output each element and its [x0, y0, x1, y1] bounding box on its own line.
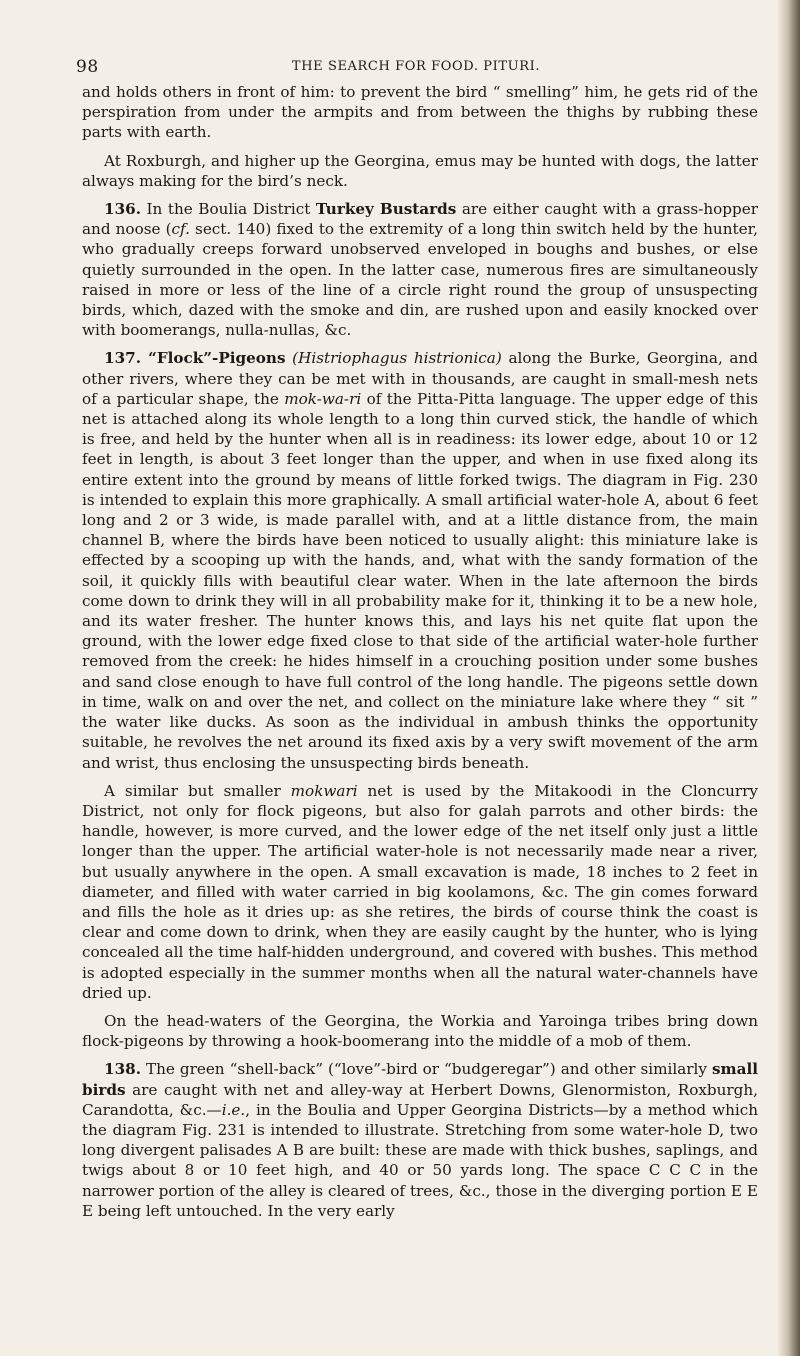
native-term: mok-wa-ri	[284, 389, 362, 408]
section-137: 137. “Flock”-Pigeons (Histriophagus histrionica) along the Burke, Georgina, and other rivers, where they can be met with in thousands, are caught in small-mesh nets of a particular shape, the mok-wa-ri of the Pitta-Pitta language. The upper edge of this net is attached along its whole length to a long thin curved stick, the handle of which is free, and held by the hunter when all is in readiness: its lower edge, about 10 or 12 feet in length, is about 3 feet longer than the upper, and when in use fixed along its entire extent into the ground by means of little forked twigs. The diagram in Fig. 230 is intended to explain this more graphically. A small artificial water-hole A, about 6 feet long and 2 or 3 wide, is made parallel with, and at a little distance from, the main channel B, where the birds have been noticed to usually alight: this miniature lake is effected by a scooping up with the hands, and, what with the sandy formation of the soil, it quickly fills with beautiful clear water. When in the late afternoon the birds come down to drink they will in all probability make for it, thinking it to be a new hole, and its water fresher. The hunter knows this, and lays his net quite flat upon the ground, with the lower edge fixed close to that side of the artificial water-hole further removed from the creek: he hides himself in a crouching position under some bushes and sand close enough to have full control of the long handle. The pigeons settle down in time, walk on and over the net, and collect on the miniature lake where they “ sit ” the water like ducks. As soon as the individual in ambush thinks the opportunity suitable, he revolves the net around its fixed axis by a very swift movement of the arm and wrist, thus enclosing the unsuspecting birds beneath.	[82, 349, 758, 772]
native-term: mokwari	[290, 781, 358, 800]
section-number: 136.	[104, 200, 141, 219]
paragraph-georgina: On the head-waters of the Georgina, the Workia and Yaroinga tribes bring down flock-pigeons by throwing a hook-boomerang into the middle of a mob of them.	[82, 1011, 758, 1051]
section-heading: small birds	[82, 1060, 758, 1099]
page-edge-shadow	[778, 0, 800, 1356]
section-heading: Turkey Bustards	[315, 200, 457, 219]
running-title: THE SEARCH FOR FOOD. PITURI.	[291, 59, 541, 74]
paragraph-roxburgh: At Roxburgh, and higher up the Georgina, emus may be hunted with dogs, the latter always making for the bird’s neck.	[82, 151, 758, 190]
page-number: 98	[76, 57, 99, 77]
scientific-name: (Histriophagus histrionica)	[285, 349, 502, 368]
paragraph-continuation: and holds others in front of him: to prevent the bird “ smelling” him, he gets rid of the perspiration from under the armpits and from between the thighs by rubbing these parts with earth.	[82, 83, 758, 142]
section-136: 136. In the Boulia District Turkey Bustards are either caught with a grass-hopper and noose (cf. sect. 140) fixed to the extremity of a long thin switch held by the hunter, who gradually creeps forward unobserved enveloped in boughs and bushes, or else quietly surrounded in the open. In the latter case, numerous fires are simultaneously raised in more or less of the line of a circle right round the group of unsuspecting birds, which, dazed with the smoke and din, are rushed upon and easily knocked over with boomerangs, nulla-nullas, &c.	[82, 200, 758, 340]
page-body	[82, 82, 758, 1221]
section-number: 137.	[104, 349, 141, 368]
section-138: 138. The green “shell-back” (“love”-bird or “budgeregar”) and other similarly small birds are caught with net and alley-way at Herbert Downs, Glenormiston, Roxburgh, Carandotta, &c.—i.e., in the Boulia and Upper Georgina Districts—by a method which the diagram Fig. 231 is intended to illustrate. Stretching from some water-hole D, two long divergent palisades A B are built: these are made with thick bushes, saplings, and twigs about 8 or 10 feet high, and 40 or 50 yards long. The space C C C in the narrower portion of the alley is cleared of trees, &c., those in the diverging portion E E E being left untouched. In the very early	[82, 1060, 758, 1220]
section-heading: “Flock”-Pigeons	[141, 349, 286, 368]
paragraph-mokwari: A similar but smaller mokwari net is used by the Mitakoodi in the Cloncurry District, not only for flock pigeons, but also for galah parrots and other birds: the handle, however, is more curved, and the lower edge of the net itself only just a little longer than the upper. The artificial water-hole is not necessarily made near a river, but usually anywhere in the open. A small excavation is made, 18 inches to 2 feet in diameter, and filled with water carried in big koolamons, &c. The gin comes forward and fills the hole as it dries up: as she retires, the birds of course think the coast is clear and come down to drink, when they are easily caught by the hunter, who is lying concealed all the time half-hidden underground, and covered with bushes. This method is adopted especially in the summer months when all the natural water-channels have dried up.	[82, 781, 758, 1002]
section-number: 138.	[104, 1060, 141, 1079]
